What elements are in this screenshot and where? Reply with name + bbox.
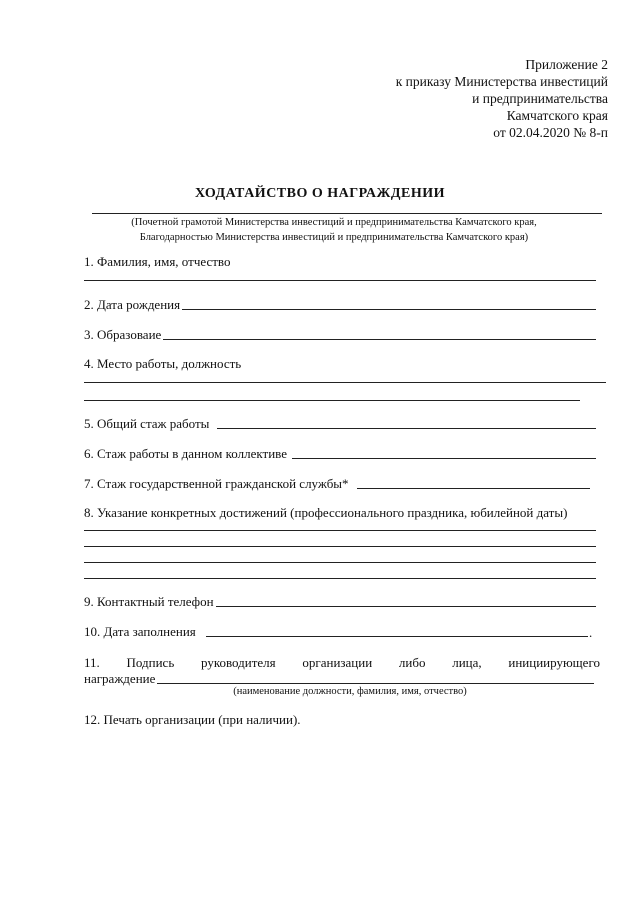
document-title: ХОДАТАЙСТВО О НАГРАЖДЕНИИ	[194, 186, 446, 201]
field-achievements-label: 8. Указание конкретных достижений (профессионального праздника, юбилейной даты)	[84, 505, 568, 520]
subtitle-line-2: Благодарностью Министерства инвестиций и предпринимательства Камчатского края)	[139, 232, 529, 243]
appendix-header	[396, 56, 608, 141]
field-stamp-label: 12. Печать организации (при наличии).	[84, 712, 301, 727]
field-fill-date-line[interactable]	[206, 636, 588, 637]
f11-word-2: Подпись	[126, 655, 175, 670]
field-education-line[interactable]	[163, 339, 596, 340]
field-team-experience-line[interactable]	[292, 458, 596, 459]
field-achievements-line-4[interactable]	[84, 578, 596, 579]
field-achievements-line-2[interactable]	[84, 546, 596, 547]
field-achievements	[84, 505, 596, 521]
field-stamp	[84, 712, 596, 728]
field-workplace-label: 4. Место работы, должность	[84, 356, 242, 371]
field-total-experience-line[interactable]	[217, 428, 596, 429]
f11-word-5: либо	[398, 655, 426, 670]
appendix-line-4: Камчатского края	[506, 108, 608, 123]
field-total-experience-label: 5. Общий стаж работы	[84, 416, 210, 431]
field-signature-line-1	[84, 655, 600, 671]
field-signature-note: (наименование должности, фамилия, имя, отчество)	[233, 686, 467, 697]
appendix-line-3: и предпринимательства	[472, 91, 608, 106]
appendix-line-5: от 02.04.2020 № 8-п	[493, 125, 608, 140]
field-full-name	[84, 254, 596, 270]
f11-word-6: лица,	[452, 655, 482, 670]
field-full-name-label: 1. Фамилия, имя, отчество	[84, 254, 231, 269]
f11-word-7: инициирующего	[508, 655, 600, 670]
subtitle-line-1: (Почетной грамотой Министерства инвестиций и предпринимательства Камчатского края,	[131, 217, 537, 228]
f11-word-3: руководителя	[201, 655, 276, 670]
field-civil-service-experience	[84, 476, 590, 492]
appendix-line-1: Приложение 2	[525, 57, 608, 72]
field-workplace-line-1[interactable]	[84, 382, 606, 383]
field-signature-line-2	[84, 671, 594, 687]
field-birth-date-label: 2. Дата рождения	[84, 297, 181, 312]
field-achievements-line-3[interactable]	[84, 562, 596, 563]
field-total-experience	[84, 416, 596, 432]
field-workplace	[84, 356, 596, 372]
field-fill-date	[84, 624, 588, 640]
field-workplace-line-2[interactable]	[84, 400, 580, 401]
field-education	[84, 327, 596, 343]
f11-word-1: 11.	[84, 655, 100, 670]
appendix-line-2: к приказу Министерства инвестиций	[395, 74, 608, 89]
field-signature-label: награждение	[84, 671, 156, 686]
f11-word-4: организации	[302, 655, 373, 670]
field-phone-line[interactable]	[216, 606, 596, 607]
field-full-name-line[interactable]	[84, 280, 596, 281]
field-phone	[84, 594, 596, 610]
field-birth-date	[84, 297, 596, 313]
field-fill-date-period: .	[589, 625, 593, 640]
field-achievements-line-1[interactable]	[84, 530, 596, 531]
field-civil-service-experience-label: 7. Стаж государственной гражданской службы*	[84, 476, 349, 491]
field-team-experience-label: 6. Стаж работы в данном коллективе	[84, 446, 287, 461]
field-signature-line[interactable]	[157, 683, 594, 684]
field-phone-label: 9. Контактный телефон	[84, 594, 214, 609]
subtitle	[84, 215, 584, 245]
field-fill-date-label: 10. Дата заполнения	[84, 624, 196, 639]
field-birth-date-line[interactable]	[182, 309, 596, 310]
field-civil-service-experience-line[interactable]	[357, 488, 590, 489]
field-team-experience	[84, 446, 596, 462]
subtitle-underline	[92, 213, 602, 214]
field-education-label: 3. Образоваие	[84, 327, 162, 342]
